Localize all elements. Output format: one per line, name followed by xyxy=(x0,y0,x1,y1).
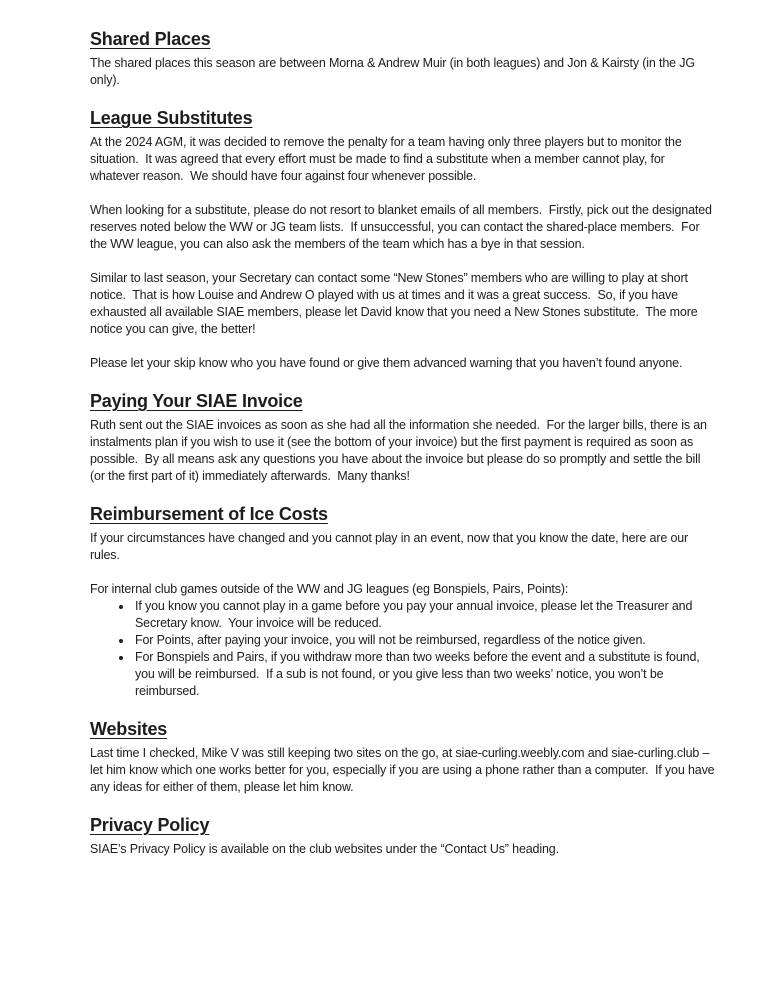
paragraph: Ruth sent out the SIAE invoices as soon as she had all the information she needed. For the larger bills, there is an instalments plan if you wish to use it (see the bottom of your invoice) but the first payment is required as soon as possible. By all means ask any questions you have about the invoice but please do so promptly and settle the bill (or the first part of it) immediately afterwards. Many thanks! xyxy=(90,418,711,483)
section-heading-paying-your-siae-invoice: Paying Your SIAE Invoice xyxy=(90,391,303,411)
document-section xyxy=(90,717,718,796)
bullet-item: • For Points, after paying your invoice, you will not be reimbursed, regardless of the notice given. xyxy=(133,632,715,649)
section-content xyxy=(90,55,715,89)
bullet-item: • For Bonspiels and Pairs, if you withdraw more than two weeks before the event and a substitute is found, you will be reimbursed. If a sub is not found, or you give less than two weeks’ notice, you won’t be reimbursed. xyxy=(133,649,715,700)
paragraph: Similar to last season, your Secretary can contact some “New Stones” members who are willing to play at short notice. That is how Louise and Andrew O played with us at times and it was a great success. So, if you have exhausted all available SIAE members, please let David know that you need a New Stones substitute. The more notice you can give, the better! xyxy=(90,271,701,336)
paragraph: When looking for a substitute, please do not resort to blanket emails of all members. Firstly, pick out the designated reserves noted below the WW or JG team lists. If unsuccessful, you can contact the shared-place members. For the WW league, you can also ask the members of the team which has a bye in that session. xyxy=(90,203,716,251)
document-body xyxy=(90,27,718,858)
section-content xyxy=(90,745,718,796)
paragraph: Last time I checked, Mike V was still keeping two sites on the go, at siae-curling.weebly.com and siae-curling.club – let him know which one works better for you, especially if you are using a phone rather than a computer. If you have any ideas for either of them, please let him know. xyxy=(90,746,718,794)
document-section xyxy=(90,106,715,372)
paragraph: If your circumstances have changed and you cannot play in an event, now that you know the date, here are our rules. xyxy=(90,531,692,562)
section-heading-shared-places: Shared Places xyxy=(90,29,211,49)
paragraph: Please let your skip know who you have found or give them advanced warning that you haven’t found anyone. xyxy=(90,356,683,370)
document-section xyxy=(90,813,715,858)
bullet-item: • If you know you cannot play in a game before you pay your annual invoice, please let the Treasurer and Secretary know. Your invoice will be reduced. xyxy=(133,598,715,632)
section-content xyxy=(90,841,715,858)
section-heading-league-substitutes: League Substitutes xyxy=(90,108,253,128)
paragraph: For internal club games outside of the WW and JG leagues (eg Bonspiels, Pairs, Points): xyxy=(90,582,569,596)
paragraph: The shared places this season are between Morna & Andrew Muir (in both leagues) and Jon & Kairsty (in the JG only). xyxy=(90,56,699,87)
bullet-list xyxy=(90,598,715,700)
section-content xyxy=(90,530,715,700)
paragraph: At the 2024 AGM, it was decided to remove the penalty for a team having only three players but to monitor the situation. It was agreed that every effort must be made to find a substitute when a member cannot play, for whatever reason. We should have four against four whenever possible. xyxy=(90,135,685,183)
document-section xyxy=(90,389,715,485)
section-content xyxy=(90,134,715,372)
section-heading-reimbursement-of-ice-costs: Reimbursement of Ice Costs xyxy=(90,504,328,524)
section-heading-privacy-policy: Privacy Policy xyxy=(90,815,210,835)
section-content xyxy=(90,417,715,485)
document-section xyxy=(90,502,715,700)
document-section xyxy=(90,27,715,89)
paragraph: SIAE’s Privacy Policy is available on the club websites under the “Contact Us” heading. xyxy=(90,842,559,856)
section-heading-websites: Websites xyxy=(90,719,168,739)
